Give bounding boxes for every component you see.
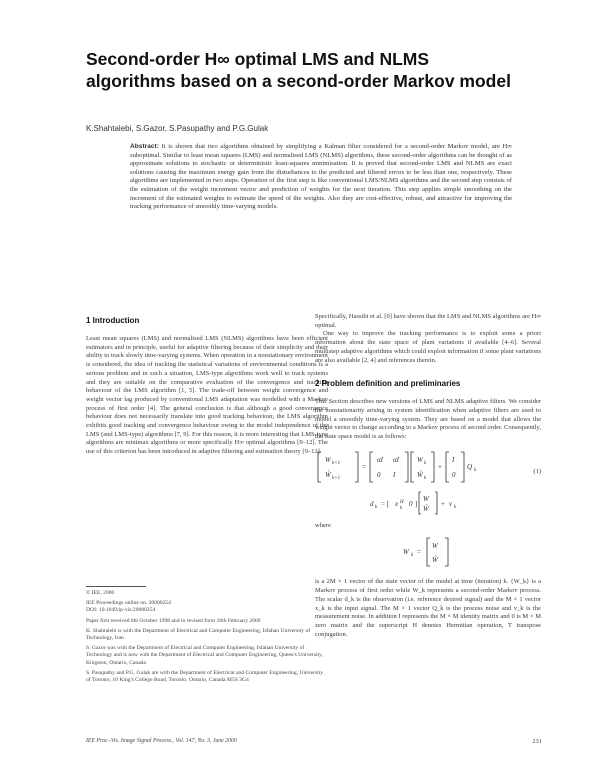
- svg-text:Q: Q: [467, 462, 473, 471]
- svg-text:αI: αI: [393, 455, 400, 464]
- section-1-paragraph-2: One way to improve the tracking performance is to exploit some a priori information about the state space of plant variations if available [4–6]. Several multistep adaptive algorithms which could exploit information if some plant variations are also available [2, 4] and references therein.: [315, 330, 541, 364]
- paper-title: [86, 48, 526, 92]
- svg-text:W: W: [417, 455, 423, 464]
- state-space-equation: [315, 448, 541, 518]
- state-vector-graphic: [315, 532, 541, 572]
- svg-text:v: v: [449, 499, 453, 508]
- svg-text:k: k: [411, 553, 414, 559]
- journal-footer: IEE Proc.-Vis. Image Signal Process., Vol. 147, No. 3, June 2000: [86, 738, 237, 744]
- svg-text:k+1: k+1: [332, 475, 341, 481]
- equation-graphic: [315, 448, 541, 518]
- svg-text:αI: αI: [377, 455, 384, 464]
- svg-text:0: 0: [377, 470, 381, 479]
- svg-text:k: k: [424, 475, 427, 481]
- svg-text:k: k: [454, 504, 457, 510]
- section-2-paragraph-2: is a 2M × 1 vector of the state vector of the model at time (iteration) k. {W_k} is a Markov process of first order while W_k represents a second-order Markov process. The scalar d_k is the observation (i.e. reference desired signal) and the M × 1 vector x_k is the input signal. The M × 1 vector Q_k is the process noise and v_k is the measurement noise. In addition I represents the M × M identity matrix and 0 is M × M zero matrix and the superscript H denotes Hermitian operation, T transpose conjugation.: [315, 578, 541, 638]
- footnote-rule: [86, 586, 146, 587]
- svg-text:I: I: [393, 470, 396, 479]
- svg-text:Ŵ: Ŵ: [417, 470, 423, 479]
- equation-number: (1): [533, 467, 541, 475]
- title-line-2: algorithms based on a second-order Markov model: [86, 71, 511, 91]
- svg-text:Ŵ: Ŵ: [423, 504, 429, 513]
- section-1-heading: 1 Introduction: [86, 316, 140, 325]
- footnote: S. Gazor was with the Department of Electrical and Computer Engineering, Isfahan University of Technology and is now with the Department of Electrical and Computer Engineering, Queen's University, Kingston, Ontario, Canada: [86, 645, 323, 666]
- svg-text:x: x: [395, 499, 399, 508]
- abstract: [130, 143, 512, 212]
- svg-text:W: W: [423, 494, 429, 503]
- right-column: [315, 313, 541, 639]
- title-line-1: Second-order H∞ optimal LMS and NLMS: [86, 49, 430, 69]
- state-vector-definition: [315, 532, 541, 572]
- svg-text:k+1: k+1: [332, 460, 341, 466]
- abstract-label: Abstract:: [130, 143, 159, 150]
- page-number: 231: [532, 738, 542, 745]
- svg-text:k: k: [474, 467, 477, 473]
- footnote: © IEE, 2000: [86, 590, 115, 596]
- svg-text:= [: = [: [381, 499, 390, 508]
- svg-text:I: I: [452, 455, 455, 464]
- svg-text:d: d: [370, 499, 374, 508]
- footnote: K. Shahtalebi is with the Department of Electrical and Computer Engineering, Isfahan University of Technology, Iran: [86, 627, 311, 642]
- svg-text:Ŵ: Ŵ: [432, 556, 438, 565]
- footnote: S. Pasupathy and P.G. Gulak are with the Department of Electrical and Computer Engineering, University of Toronto, 10 King's College Road, Toronto, Ontario, Canada M5S 3G4: [86, 669, 324, 684]
- section-2-paragraph: This Section describes new versions of LMS and NLMS adaptive filters. We consider the nonstationarity arising in system identification when adaptive filters are used to model a smoothly time-varying system. They are based on a model that allows the weight vector to change according to a Markov process of second order. Consequently, the state space model is as follows:: [315, 398, 541, 441]
- abstract-text: It is shown that two algorithms obtained by simplifying a Kalman filter considered for a second-order Markov model, are H∞ suboptimal. Similar to least mean squares (LMS) and normalised LMS (NLMS) algorithms, these second-order algorithms can be thought of as approximate solutions to stochastic or deterministic least-squares minimisation. It is proved that second-order LMS and NLMS are exact solutions causing the maximum energy gain from the disturbances to the predicted and filtered errors to be less than one, respectively. These algorithms are implemented in two steps. Operation of the first step is like conventional LMS/NLMS algorithms and the second step consists of the estimation of the weight increment vector and prediction of weights for the next iteration. This step applies simple smoothing on the increment of the estimated weights to estimate the speed of the weights. Also they are cost-effective, robust, and attractive for improving the tracking performance of smoothly time-varying models.: [130, 143, 512, 211]
- svg-text:=: =: [362, 462, 366, 471]
- svg-text:k: k: [400, 505, 403, 511]
- footnote: IEE Proceedings online no. 20000254: [86, 600, 171, 607]
- svg-text:]: ]: [415, 499, 418, 508]
- svg-text:W: W: [325, 455, 331, 464]
- section-1-continuation: Specifically, Hassibi et al. [9] have shown that the LMS and NLMS algorithms are H∞ optimal.: [315, 313, 541, 329]
- footnote: DOI: 10.1049/ip-vis:20000254: [86, 607, 156, 614]
- svg-text:Ŵ: Ŵ: [325, 470, 331, 479]
- svg-text:k: k: [375, 504, 378, 510]
- where-label: where: [315, 521, 331, 529]
- svg-text:0: 0: [409, 499, 413, 508]
- footnotes: [86, 590, 328, 687]
- section-1-paragraph: Least mean squares (LMS) and normalised LMS (NLMS) algorithms have been efficient estimators and in principle, useful for adaptive filtering because of their simplicity and their ability to track slowly time-varying systems. When operation in a nonstationary environment is considered, the idea of tracking the statistical variations of environmental conditions is a serious problem and in such a situation, LMS-type algorithms work well to track systems and they are suitable on the comparative evaluation of the convergence and tracking behaviour of the LMS algorithm [1, 5]. The trade-off between weight convergence and weight vector lag produced by conventional LMS adaptation was modelled with a Markov process of first order [4]. The general conclusion is that although a good convergence behaviour does not necessarily translate into good tracking behaviour, the LMS algorithm exhibits good tracking and convergence behaviour owing to the model independence of the LMS (and LMS-type) algorithms [7, 9]. For this reason, it is more interesting that LMS-type algorithms are minimax algorithms or more specifically H∞ optimal algorithms [9–12]. The use of this criterion has been introduced in adaptive filtering and estimation theory [9–12].: [86, 335, 328, 456]
- svg-text:W: W: [432, 542, 438, 551]
- svg-text:=: =: [417, 548, 421, 557]
- svg-text:+: +: [438, 462, 442, 471]
- author-list: K.Shahtalebi, S.Gazor, S.Pasupathy and P.G.Gulak: [86, 124, 269, 133]
- section-2-heading: 2 Problem definition and preliminaries: [315, 379, 461, 389]
- svg-text:W: W: [403, 548, 409, 557]
- svg-text:H: H: [400, 499, 404, 505]
- left-column: [86, 316, 328, 457]
- svg-text:0: 0: [452, 470, 456, 479]
- svg-text:+: +: [441, 499, 445, 508]
- svg-text:k: k: [424, 460, 427, 466]
- footnote: Paper first received 8th October 1998 and in revised form 18th February 2000: [86, 617, 261, 624]
